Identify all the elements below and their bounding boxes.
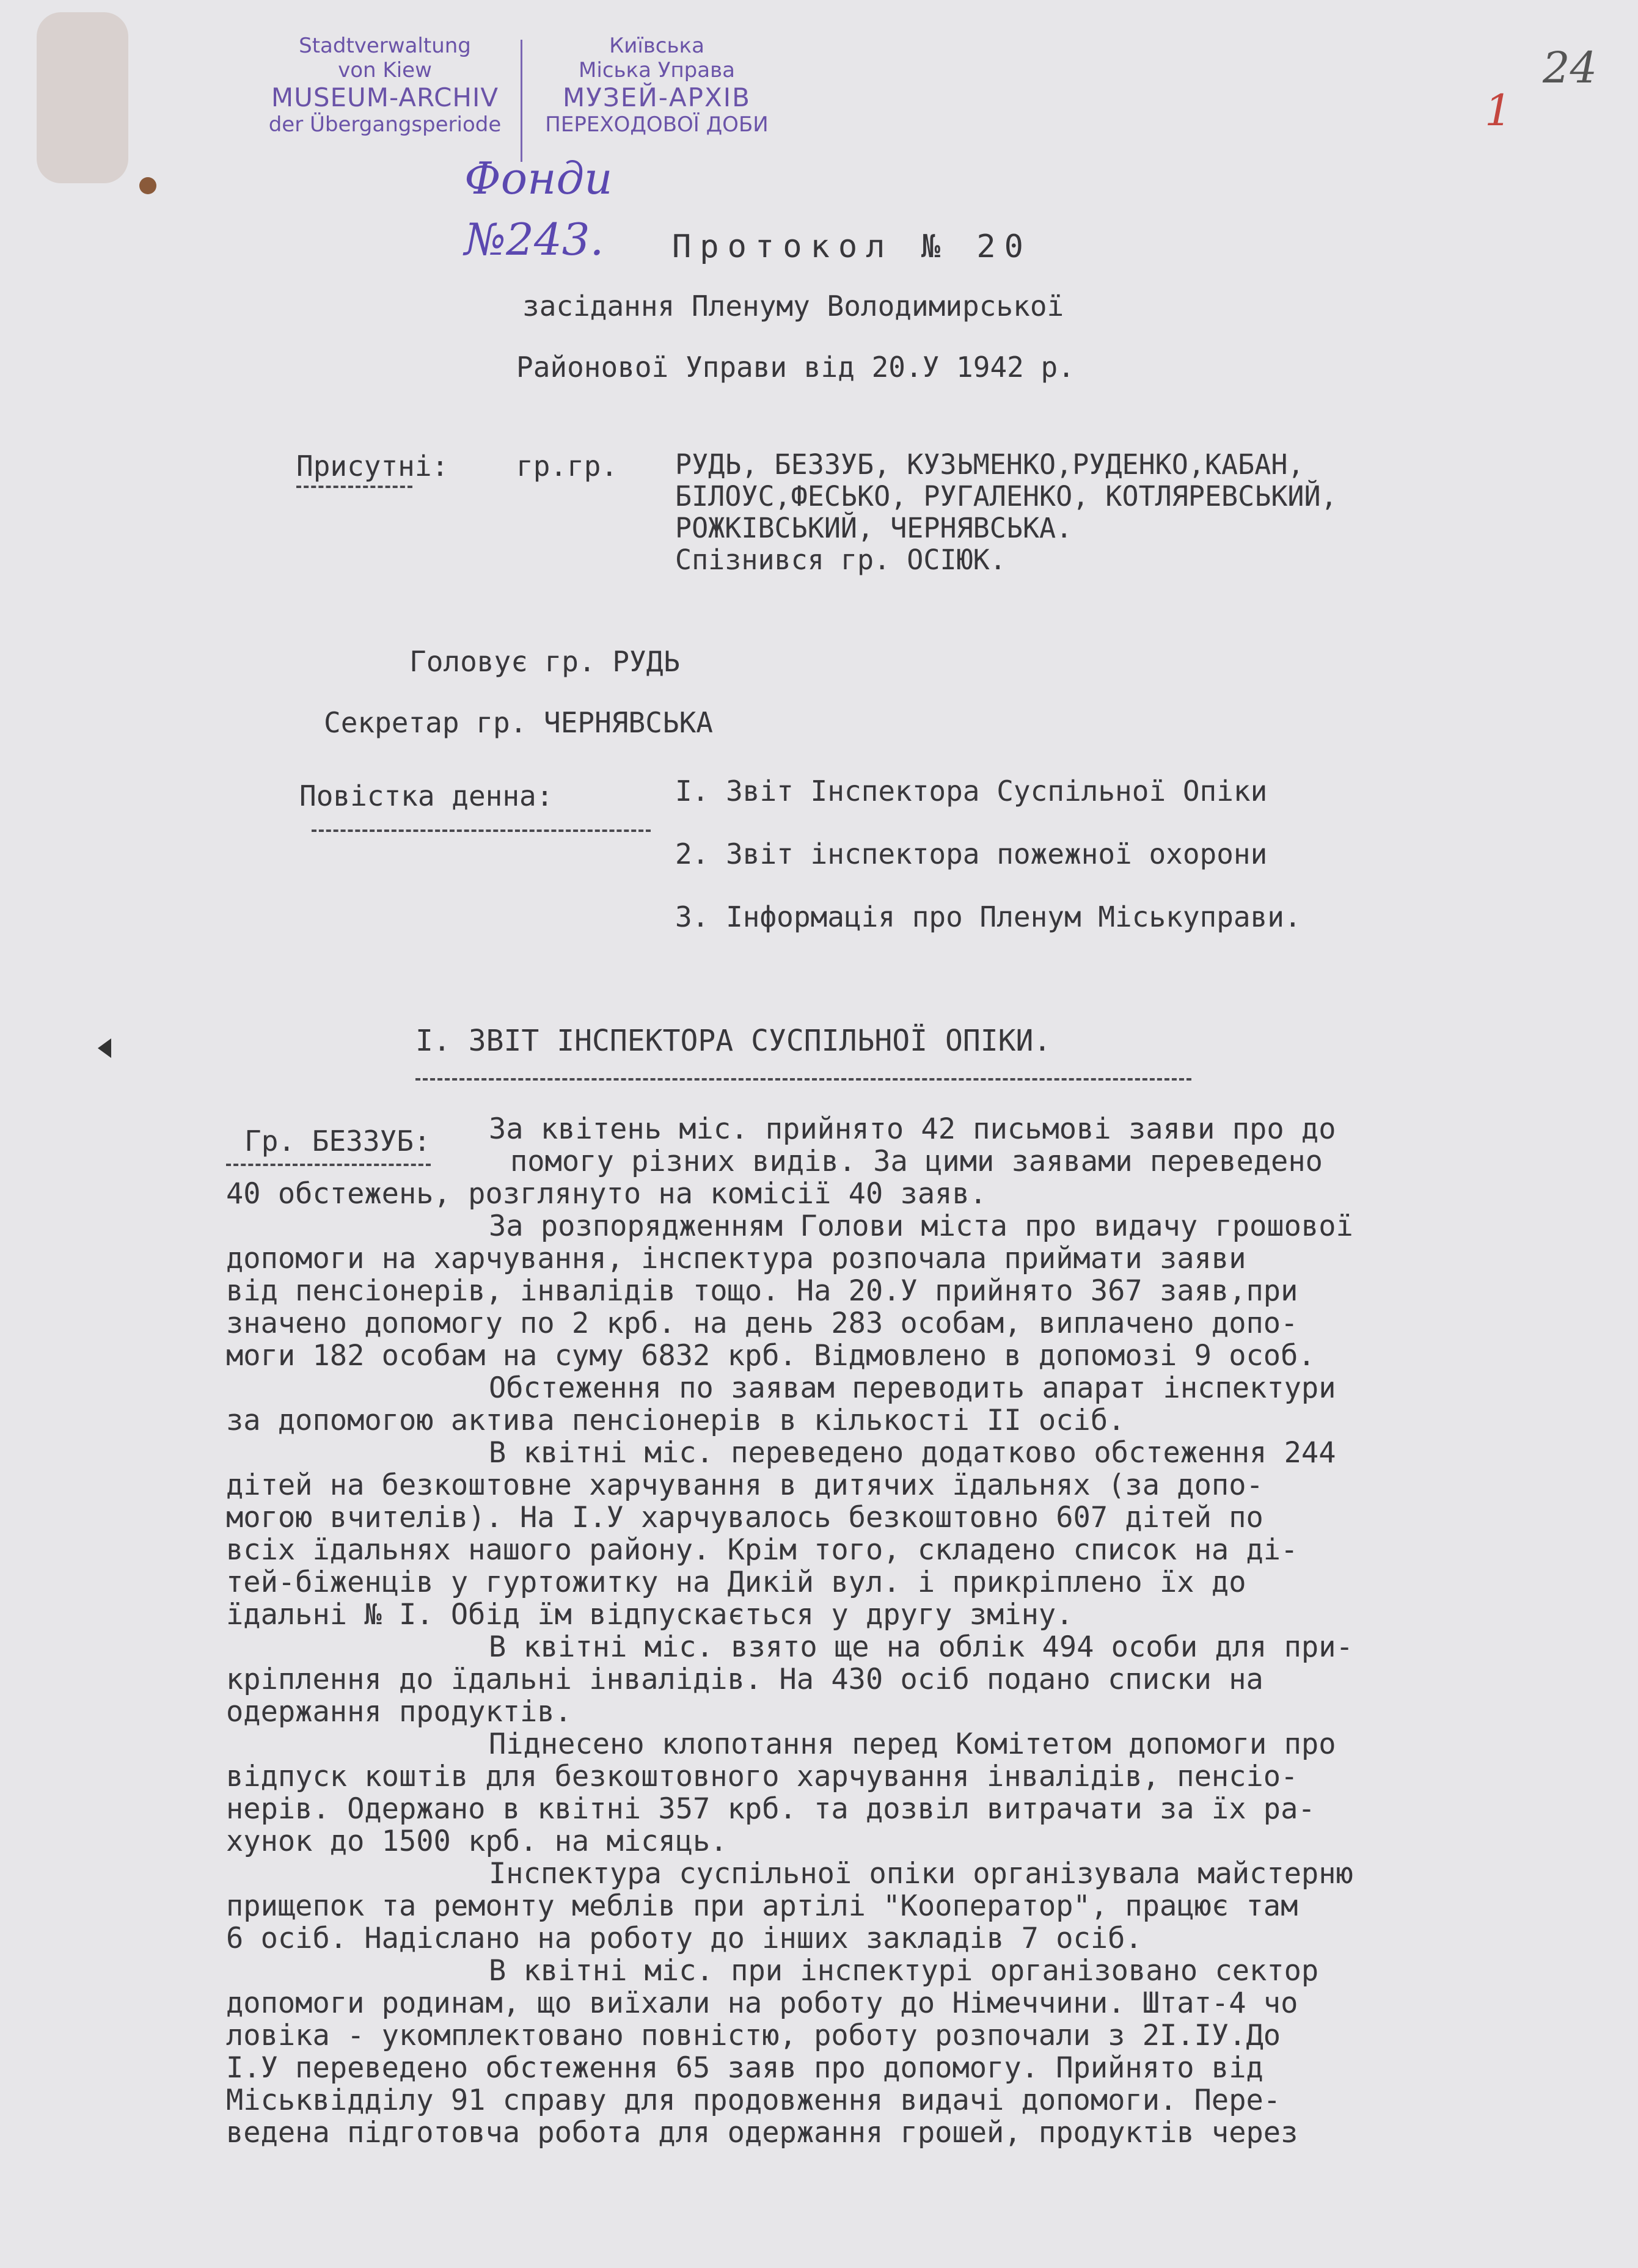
report-line: 6 осіб. Надіслано на роботу до інших закладів 7 осіб. <box>226 1922 1143 1955</box>
report-line: могою вчителів). На I.У харчувалось безкоштовно 607 дітей по <box>226 1501 1263 1534</box>
report-line: помогу різних видів. За цими заявами переведено <box>510 1145 1323 1178</box>
attendance-label: Присутні: <box>296 450 449 483</box>
report-line: допомоги на харчування, інспектура розпочала приймати заяви <box>226 1242 1246 1275</box>
report-line: від пенсіонерів, інвалідів тощо. На 20.У прийнято 367 заяв,при <box>226 1274 1298 1308</box>
speaker-underline <box>226 1164 431 1166</box>
agenda-item: 2. Звіт інспектора пожежної охорони <box>675 837 1268 870</box>
attendance-line: Спізнився гр. ОСІЮК. <box>675 544 1006 576</box>
stamp-divider <box>521 40 522 162</box>
report-line: їдальні № I. Обід їм відпускається у другу зміну. <box>226 1598 1073 1632</box>
fond-number: №243. <box>464 214 604 265</box>
chair-line: Головує гр. РУДЬ <box>409 645 681 678</box>
report-line: В квітні міс. взято ще на облік 494 особи для при- <box>489 1630 1353 1664</box>
report-line: ловіка - укомплектовано повністю, роботу розпочали з 2I.IУ.До <box>226 2019 1281 2052</box>
title-line-2: засідання Пленуму Володимирської <box>522 290 1064 323</box>
report-line: ведена підготовча робота для одержання грошей, продуктів через <box>226 2116 1298 2149</box>
attendance-prefix: гр.гр. <box>516 450 618 483</box>
title-line-3: Районової Управи від 20.У 1942 р. <box>516 351 1075 384</box>
attendance-line: РОЖКІВСЬКИЙ, ЧЕРНЯВСЬКА. <box>675 512 1073 544</box>
report-line: 40 обстежень, розглянуто на комісії 40 заяв. <box>226 1177 987 1211</box>
secretary-line: Секретар гр. ЧЕРНЯВСЬКА <box>324 706 713 739</box>
agenda-item: I. Звіт Інспектора Суспільної Опіки <box>675 775 1268 808</box>
report-line: відпуск коштів для безкоштовного харчування інвалідів, пенсіо- <box>226 1760 1298 1793</box>
stamp-line: ПЕРЕХОДОВОЇ ДОБИ <box>545 112 769 137</box>
agenda-item: 3. Інформація про Пленум Міськуправи. <box>675 900 1301 933</box>
report-line: нерів. Одержано в квітні 357 крб. та дозвіл витрачати за їх ра- <box>226 1792 1315 1826</box>
attendance-line: БІЛОУС,ФЕСЬКО, РУГАЛЕНКО, КОТЛЯРЕВСЬКИЙ, <box>675 480 1337 512</box>
margin-tick-mark <box>98 1038 111 1058</box>
margin-stain <box>37 12 128 183</box>
report-line: Піднесено клопотання перед Комітетом допомоги про <box>489 1727 1336 1761</box>
page-mark: 1 <box>1485 86 1512 136</box>
folio-number: 24 <box>1543 43 1598 93</box>
report-line: I.У переведено обстеження 65 заяв про допомогу. Прийнято від <box>226 2051 1263 2085</box>
punch-hole-mark <box>139 177 156 194</box>
stamp-line: MUSEUM-ARCHIV <box>271 82 499 112</box>
document-title: Протокол № 20 <box>672 228 1032 265</box>
report-line: за допомогою актива пенсіонерів в кількості II осіб. <box>226 1404 1125 1437</box>
report-line: За розпорядженням Голови міста про видачу грошової <box>489 1209 1353 1243</box>
report-line: дітей на безкоштовне харчування в дитячих їдальнях (за допо- <box>226 1468 1263 1502</box>
report-line: кріплення до їдальні інвалідів. На 430 осіб подано списки на <box>226 1663 1263 1696</box>
report-line: допомоги родинам, що виїхали на роботу до Німеччини. Штат-4 чо <box>226 1986 1298 2020</box>
stamp-line: МУЗЕЙ-АРХІВ <box>563 82 751 112</box>
agenda-label: Повістка денна: <box>299 779 554 812</box>
report-line: Міськвідділу 91 справу для продовження видачі допомоги. Пере- <box>226 2084 1281 2117</box>
report-line: Інспектура суспільної опіки організувала майстерню <box>489 1857 1353 1891</box>
report-line: прищепок та ремонту меблів при артілі "Кооператор", працює там <box>226 1889 1298 1923</box>
report-line: всіх їдальнях нашого району. Крім того, складено список на ді- <box>226 1533 1298 1567</box>
stamp-line: Київська <box>609 34 704 58</box>
stamp-line: von Kiew <box>338 58 432 82</box>
report-line: моги 182 особам на суму 6832 крб. Відмовлено в допомозі 9 особ. <box>226 1339 1315 1373</box>
agenda-underline <box>312 830 651 832</box>
report-speaker: Гр. БЕЗЗУБ: <box>244 1125 431 1158</box>
report-line: тей-біженців у гуртожитку на Дикій вул. і прикріплено їх до <box>226 1566 1246 1599</box>
report-line: В квітні міс. при інспектурі організовано сектор <box>489 1954 1319 1988</box>
section-heading-underline <box>415 1078 1191 1081</box>
report-line: В квітні міс. переведено додатково обстеження 244 <box>489 1436 1336 1470</box>
fond-label: Фонди <box>464 153 613 204</box>
stamp-line: der Übergangsperiode <box>268 112 502 137</box>
attendance-line: РУДЬ, БЕЗЗУБ, КУЗЬМЕНКО,РУДЕНКО,КАБАН, <box>675 448 1304 481</box>
report-line: одержання продуктів. <box>226 1695 572 1729</box>
report-line: Обстеження по заявам переводить апарат інспектури <box>489 1371 1336 1405</box>
archive-stamp <box>257 34 806 168</box>
report-line: хунок до 1500 крб. на місяць. <box>226 1825 728 1858</box>
stamp-ukrainian-block <box>528 34 785 137</box>
stamp-line: Міська Управа <box>579 58 735 82</box>
stamp-german-block <box>257 34 513 137</box>
report-line: За квітень міс. прийнято 42 письмові заяви про до <box>489 1112 1336 1146</box>
section-heading: I. ЗВІТ ІНСПЕКТОРА СУСПІЛЬНОЇ ОПІКИ. <box>415 1024 1051 1058</box>
report-line: значено допомогу по 2 крб. на день 283 особам, виплачено допо- <box>226 1307 1298 1340</box>
attendance-underline <box>296 486 412 488</box>
stamp-line: Stadtverwaltung <box>299 34 471 58</box>
